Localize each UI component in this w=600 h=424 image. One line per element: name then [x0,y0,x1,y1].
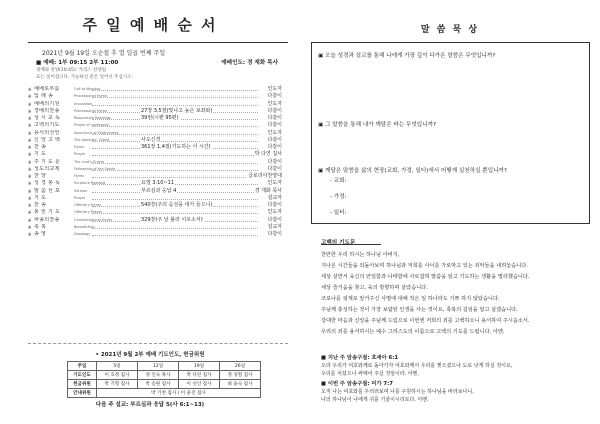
meditation-church: - 교회: [330,178,347,184]
order-item-english: Prayer [74,152,86,157]
order-item-content: 요엘 3:10~11 [141,180,175,187]
order-item-content: 부르심과 응답 4 [141,187,177,194]
this-week-verse-heading: ■ 이번 주 암송구절: 미가 7:7 [321,381,393,387]
order-list [28,86,282,238]
order-item-person: 글로리아찬양대 [248,173,282,179]
order-row [28,137,282,144]
order-bullet: ※ [28,195,32,201]
order-leader-dots [92,213,258,214]
order-bullet: ※ [28,210,32,216]
order-bullet: ※ [28,174,32,179]
order-row [28,217,282,224]
prayer-line: 우리의 죄를 용서하시는 예수 그리스도의 이름으로 고백의 기도를 드립니다. 아멘. [321,329,505,335]
duty-cell: 박 승원 집사 [138,380,179,389]
order-row [28,209,282,216]
order-item-english: Commissioning Hymn [74,217,113,222]
order-row [28,151,282,158]
duty-cell: 박 기천 집사 / 이 윤진 집사 [97,389,261,398]
order-row [28,101,282,108]
order-bullet: ※ [28,166,32,172]
order-row [28,144,282,151]
order-leader-dots [92,199,258,200]
order-item-name: 주 기 도 문 [34,158,61,165]
order-item-person: 다같이 [267,165,282,172]
last-week-verse-text: 오라 우리가 여호와께로 돌아가자 여호와께서 우리를 찢으셨으나 도로 낫게 하실 것이요, [321,363,513,369]
duty-header-row [68,362,261,371]
duty-table-title: • 2021년 9월 2부 예배 기도인도, 헌금위원 [95,352,205,358]
order-item-name: 성도의교제 [34,165,60,172]
order-item-english: Offertory Prayer [74,210,103,215]
order-item-name: 입 례 송 [34,93,54,100]
order-item-english: Processional Hymn [74,108,108,113]
praise-note: 경배와 찬양(10:45): 카리스 찬양팀 [36,68,107,73]
order-bullet: ※ [28,232,32,237]
order-bullet: ※ [28,152,32,158]
order-bullet: ※ [28,123,32,129]
order-item-person: 다같이 [267,202,282,208]
order-row [28,180,282,187]
title-rule [28,42,288,43]
order-item-content: 사도신경 [141,136,161,143]
order-item-name: 예배의기원 [34,100,60,107]
order-item-english: Processional Hymn [74,94,108,99]
order-item-english: Responsive Readings [74,116,111,120]
meditation-home: - 가정: [330,194,347,200]
order-leader-dots [92,141,258,142]
order-item-person: 다같이 [267,93,282,100]
order-row [28,188,282,195]
order-leader-dots [92,235,258,236]
order-item-name: 경배의찬송 [34,107,60,114]
standing-note: 표는 일어섭니다. 가능하신 분은 일어서 주십시오. [36,75,133,80]
order-item-person: 다같이 [267,136,282,143]
duty-row-usher [68,389,261,398]
duty-cell: 이 선인 집사 [179,380,220,389]
order-item-name: 파송의찬송 [34,216,60,223]
order-item-person: 인도자 [267,86,282,92]
duty-cell: 박 다연 집사 [179,371,220,380]
order-item-content: 329장(주 날 불러 이르소서) [141,216,203,223]
prayer-heading: 고백의 기도문 [321,240,356,246]
order-row [28,86,282,93]
order-item-content: 39번(시편 95편) [141,115,179,121]
section-divider [28,343,288,344]
duty-cell: 박 기형 집사 [97,380,138,389]
order-item-person: 경 재화 목사 [254,187,282,194]
order-item-name: 신 앙 고 백 [34,136,61,143]
order-leader-dots [92,163,258,164]
prayer-line: 지나온 시간들을 되돌아보며 하나님과 저희를 사이를 가로막고 있는 죄악들을 내려놓습니다. [321,263,528,269]
order-item-english: Prayer [74,195,86,200]
order-item-english: Hymn [74,174,85,178]
order-leader-dots [92,170,258,171]
order-item-name: 성 시 교 독 [34,115,61,121]
duty-header: 26일 [220,362,261,371]
order-item-person: 설교자 [267,223,282,230]
prayer-line: 주님께 충성하는 것이 가장 보람된 인생을 사는 것이요, 축복의 길임을 알고 살겠습니다. [321,307,518,313]
service-date: 2021년 9월 19일 오순절 후 열 일곱 번째 주일 [42,50,166,57]
order-item-person: 다같이 [267,115,282,121]
order-item-person: 다같이 [267,122,282,129]
order-item-english: Hymn [74,145,85,149]
order-bullet: ※ [28,188,32,194]
this-week-verse-text: 오직 나는 여호와를 우러러보며 나를 구원하시는 하나님을 바라보나니, [321,389,474,395]
order-leader-dots [92,97,258,98]
bulletin-title: 주 일 예 배 순 서 [82,16,218,34]
prayer-line: 세상 즐거움을 찾고, 육의 방향하며 살았습니다. [321,285,428,291]
order-item-name: 성 경 봉 독 [34,180,61,187]
order-item-name: 찬 양 [34,173,47,179]
order-row [28,202,282,209]
order-item-person: 다같이 [267,144,282,150]
order-item-name: 기 도 [34,194,47,201]
order-item-name: 고백의기도 [34,122,60,129]
order-item-english: Sermon [74,188,88,193]
order-item-person: 다같이 [267,231,282,237]
duty-row-prayer [68,371,261,380]
meditation-question-1: ▣ 오늘 성경과 설교를 통해 나에게 가장 깊이 다가온 말씀은 무엇입니까? [318,53,496,59]
duty-header: 19일 [179,362,220,371]
prayer-line: 강대한 마음과 신앙을 주님께 드림으로 이번엔 저희의 죄를 고백하오니 용서하여 주시옵소서. [321,318,530,324]
order-bullet: ※ [28,137,32,143]
order-item-english: Assurance of Forgiveness [74,130,119,135]
meditation-panel [300,0,600,424]
order-bullet: ※ [28,101,32,107]
order-bullet: ※ [28,87,32,92]
order-bullet: ※ [28,159,32,165]
duty-cell: 기도인도 [68,371,97,380]
order-item-person: 다같이 [267,107,282,114]
order-row [28,166,282,173]
order-item-name: 송 영 [34,231,47,237]
duty-cell: 정 인숙 목사 [138,371,179,380]
order-leader-dots [92,228,258,229]
order-row [28,115,282,122]
order-leader-dots [92,155,258,156]
duty-table [67,361,261,398]
duty-header: 12일 [138,362,179,371]
duty-header: 5일 [97,362,138,371]
order-bullet: ※ [28,203,32,208]
duty-cell: 이 호정 집사 [97,371,138,380]
last-week-verse-text: 우리를 치셨으나 싸매어 주실 것임이라. 아멘. [321,371,420,377]
order-leader-dots [92,90,258,91]
order-row [28,159,282,166]
order-row [28,195,282,202]
order-leader-dots [92,126,258,127]
order-item-english: The Lord's Prayer [74,159,105,164]
order-item-english: The Apostles' Creed [74,137,109,142]
order-bullet: ※ [28,116,32,121]
order-item-english: Offertory Hymn [74,203,102,207]
duty-row-offering [68,380,261,389]
order-item-person: 다같이 [267,216,282,223]
order-item-name: 말 씀 선 포 [34,187,61,194]
order-item-person: 다같이 [267,158,282,165]
order-item-english: Scripture Reading [74,181,106,186]
order-item-person: 인도자 [267,100,282,107]
order-bullet: ※ [28,217,32,223]
order-item-english: Doxology [74,232,91,236]
order-item-english: Benediction [74,224,95,229]
this-week-verse-text: 나의 하나님이 나에게 귀를 기울이시리로다. 아멘. [321,397,429,403]
prayer-line: 코로나를 핑계로 앞거주신 사명에 대해 작은 일 하나라도 기쁘 하지 않았습니다. [321,296,500,302]
order-item-name: 찬 송 [34,144,47,150]
order-row [28,130,282,137]
prayer-line: 세상 살면서 육신의 안일함과 나태함에 사로잡혀 말씀을 읽고 기도하는 생활을 멀리했습니다. [321,274,530,280]
duty-cell: 안내위원 [68,389,97,398]
order-row [28,93,282,100]
meditation-title: 말 씀 묵 상 [420,25,480,35]
order-row [28,122,282,129]
worship-leader: 예배인도: 경 재화 목사 [221,60,278,66]
order-item-person: 인도자 [267,209,282,216]
order-bullet: ※ [28,108,32,114]
order-row [28,231,282,238]
order-item-english: Invocation [74,101,93,106]
order-bullet: ※ [28,145,32,150]
meditation-question-3: ▣ 깨달은 말씀을 삶의 현장(교회, 가정, 일터)에서 어떻게 실천하실 뿐입니까? [318,168,507,174]
order-item-english: Prayer of confession [74,123,110,128]
order-item-name: 기 도 [34,151,47,158]
order-row [28,108,282,115]
order-item-name: 축 복 [34,223,47,230]
order-leader-dots [92,105,258,106]
last-week-verse-heading: ■ 지난 주 암송구절: 호세아 6:1 [321,355,399,361]
order-item-name: 용서의선언 [34,129,60,136]
order-bullet: ※ [28,130,32,136]
prayer-heading-rule [321,244,381,245]
order-item-content: 27장 3,5절(빛나고 높은 보좌와) [141,107,213,114]
meditation-work: - 일터: [330,210,347,216]
order-item-person: 인도자 [267,180,282,187]
order-item-name: 찬 송 [34,202,47,208]
duty-cell: 정 성렬 집사 [220,371,261,380]
order-bullet: ※ [28,94,32,100]
order-row [28,224,282,231]
duty-header: 주일 [68,362,97,371]
duty-cell: 헌금위원 [68,380,97,389]
service-times: ■ 예배: 1부 09:15 2부 11:00 [36,60,119,66]
order-bullet: ※ [28,224,32,230]
order-item-person: 설교자 [267,194,282,201]
prayer-line: 찬란한 우리 하시는 하나님 아버지, [321,252,400,258]
order-item-name: 봉 헌 기 도 [34,209,61,216]
duty-cell: 최 윤숙 집사 [220,380,261,389]
order-item-name: 예배로부름 [34,86,60,92]
order-item-english: Fellowship of the Saints [74,166,116,171]
order-item-english: Call to Worship [74,87,101,91]
order-item-person: 인도자 [267,129,282,136]
order-bullet: ※ [28,181,32,187]
order-item-content: 540장(주의 음성을 내가 들으니) [141,202,213,208]
order-leader-dots [92,177,258,178]
next-sermon: 다음 주 설교: 부르심과 응답 5(사 6:1~13) [95,402,205,408]
order-item-person: 박 다연 집사 [254,151,282,158]
meditation-question-2: ▣ 그 말씀을 통해 내가 깨달은 바는 무엇입니까? [318,122,436,128]
order-item-content: 361장 1,4절(기도하는 이 시간) [141,144,211,150]
meditation-box [311,42,590,224]
